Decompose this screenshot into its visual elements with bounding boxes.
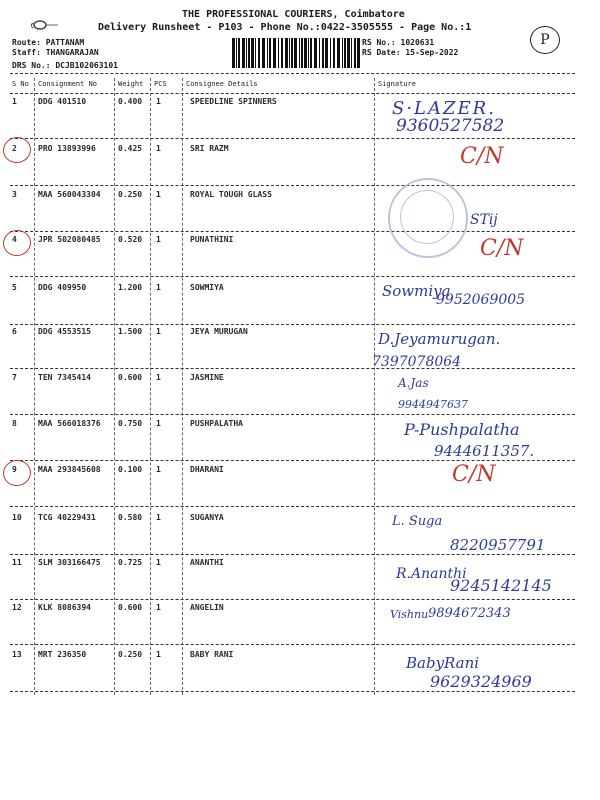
barcode-bar	[310, 38, 312, 68]
route-label: Route: PATTANAM	[12, 38, 85, 47]
cell-weight: 0.400	[118, 97, 143, 106]
sig-5-phone: 9952069005	[436, 292, 526, 308]
cell-pcs: 1	[156, 373, 161, 382]
cell-sno: 6	[12, 327, 17, 336]
cell-consignee: DHARANI	[190, 465, 224, 474]
circled-p-mark	[530, 26, 560, 54]
cell-consignment: DDG 401510	[38, 97, 87, 106]
barcode-bar	[278, 38, 279, 68]
barcode-bar	[242, 38, 245, 68]
cell-consignment: MAA 293845608	[38, 465, 101, 474]
sig-9-cn: C/N	[452, 462, 496, 487]
barcode-bar	[299, 38, 300, 68]
row-divider	[10, 691, 575, 692]
row-divider	[10, 414, 575, 415]
row-divider	[10, 185, 575, 186]
barcode-bar	[308, 38, 309, 68]
cell-sno: 5	[12, 283, 17, 292]
sig-7-phone: 9944947637	[398, 398, 468, 411]
sig-1-phone: 9360527582	[396, 116, 505, 136]
barcode-bar	[344, 38, 346, 68]
cell-consignment: MAA 566018376	[38, 419, 101, 428]
cell-consignment: JPR 502080485	[38, 235, 101, 244]
runsheet-title: Delivery Runsheet - P103 - Phone No.:0422-3505555 - Page No.:1	[98, 22, 472, 33]
sig-5-name: Sowmiya	[382, 282, 451, 300]
rs-number: RS No.: 1020631	[362, 38, 435, 47]
cell-consignee: ANGELIN	[190, 603, 224, 612]
cell-consignee: BABY RANI	[190, 650, 234, 659]
cell-weight: 0.580	[118, 513, 143, 522]
cell-consignment: DDG 4553515	[38, 327, 91, 336]
header-bottom-divider	[10, 93, 575, 94]
cell-consignee: SPEEDLINE SPINNERS	[190, 97, 277, 106]
barcode-bar	[255, 38, 256, 68]
cell-consignment: MRT 236350	[38, 650, 87, 659]
row-divider	[10, 460, 575, 461]
cell-consignee: ROYAL TOUGH GLASS	[190, 190, 272, 199]
sig-8-phone: 9444611357.	[434, 442, 535, 460]
cell-weight: 0.250	[118, 190, 143, 199]
cell-weight: 0.600	[118, 373, 143, 382]
row-divider	[10, 506, 575, 507]
cell-consignee: SUGANYA	[190, 513, 224, 522]
cell-consignment: MAA 560043304	[38, 190, 101, 199]
sig-7-name: A.Jas	[398, 376, 429, 390]
sig-13-phone: 9629324969	[430, 672, 532, 691]
col-weight: Weight	[118, 80, 144, 88]
cell-pcs: 1	[156, 603, 161, 612]
cell-sno: 10	[12, 513, 22, 522]
col-sno: S No	[12, 80, 29, 88]
sig-11-name: R.Ananthi	[396, 566, 467, 582]
barcode-bar	[351, 38, 352, 68]
cell-consignee: JEYA MURUGAN	[190, 327, 248, 336]
cell-pcs: 1	[156, 558, 161, 567]
barcode-bar	[304, 38, 307, 68]
cell-pcs: 1	[156, 513, 161, 522]
cell-weight: 0.100	[118, 465, 143, 474]
cell-sno: 2	[12, 144, 17, 153]
barcode-bar	[251, 38, 254, 68]
barcode-bar	[322, 38, 324, 68]
sig-10-phone: 8220957791	[450, 536, 546, 554]
sig-2-cn: C/N	[460, 144, 504, 169]
barcode-bar	[357, 38, 360, 68]
sig-4-cn: C/N	[480, 236, 524, 261]
sig-11-phone: 9245142145	[450, 576, 552, 595]
cell-consignment: TEN 7345414	[38, 373, 91, 382]
cell-sno: 4	[12, 235, 17, 244]
office-stamp	[388, 178, 468, 258]
cell-weight: 0.520	[118, 235, 143, 244]
barcode-bar	[314, 38, 317, 68]
sig-8-name: P-Pushpalatha	[404, 420, 520, 439]
cell-weight: 0.600	[118, 603, 143, 612]
cell-consignee: JASMINE	[190, 373, 224, 382]
cell-consignment: TCG 40229431	[38, 513, 96, 522]
barcode-bar	[285, 38, 288, 68]
barcode-bar	[236, 38, 237, 68]
row-divider	[10, 368, 575, 369]
barcode-bar	[342, 38, 343, 68]
col-consignee: Consignee Details	[186, 80, 258, 88]
row-divider	[10, 138, 575, 139]
cell-sno: 1	[12, 97, 17, 106]
cell-sno: 9	[12, 465, 17, 474]
sig-10-name: L. Suga	[392, 514, 443, 529]
cell-consignee: ANANTHI	[190, 558, 224, 567]
col-signature: Signature	[378, 80, 416, 88]
table-row	[10, 371, 575, 417]
cell-consignee: SOWMIYA	[190, 283, 224, 292]
sig-13-name: BabyRani	[406, 654, 480, 672]
barcode-bar	[347, 38, 350, 68]
col-consignment: Consignment No	[38, 80, 98, 88]
cell-sno: 7	[12, 373, 17, 382]
row-divider	[10, 231, 575, 232]
row-divider	[10, 554, 575, 555]
company-name: THE PROFESSIONAL COURIERS, Coimbatore	[182, 9, 405, 20]
row-divider	[10, 644, 575, 645]
cell-pcs: 1	[156, 465, 161, 474]
rs-date: RS Date: 15-Sep-2022	[362, 48, 459, 57]
barcode-bar	[325, 38, 328, 68]
barcode-bar	[291, 38, 293, 68]
cell-sno: 8	[12, 419, 17, 428]
header-top-divider	[10, 73, 575, 74]
cell-weight: 0.725	[118, 558, 143, 567]
barcode-bar	[354, 38, 356, 68]
row-divider	[10, 599, 575, 600]
cell-sno: 3	[12, 190, 17, 199]
row-divider	[10, 276, 575, 277]
cell-sno: 11	[12, 558, 22, 567]
sig-4-initials: STij	[470, 212, 498, 228]
cell-sno: 12	[12, 603, 22, 612]
staff-label: Staff: THANGARAJAN	[12, 48, 99, 57]
cell-pcs: 1	[156, 190, 161, 199]
barcode-bar	[273, 38, 276, 68]
barcode-bar	[289, 38, 290, 68]
barcode-bar	[337, 38, 340, 68]
sig-12-name: Vishnu	[390, 608, 429, 621]
drs-number: DRS No.: DCJB102063101	[12, 61, 118, 70]
cell-consignment: SLM 303166475	[38, 558, 101, 567]
col-pcs: PCS	[154, 80, 167, 88]
sig-6-phone: 7397078064	[372, 354, 462, 370]
cell-consignment: DDG 409950	[38, 283, 87, 292]
cell-pcs: 1	[156, 235, 161, 244]
cell-consignment: PRO 13893996	[38, 144, 96, 153]
cell-consignee: PUSHPALATHA	[190, 419, 243, 428]
cell-consignment: KLK 8086394	[38, 603, 91, 612]
cell-consignee: SRI RAZM	[190, 144, 229, 153]
cell-weight: 1.500	[118, 327, 143, 336]
barcode-bar	[301, 38, 303, 68]
sig-6-name: D.Jeyamurugan.	[378, 330, 501, 348]
barcode-bar	[294, 38, 297, 68]
column-headers	[10, 80, 575, 92]
cell-weight: 0.425	[118, 144, 143, 153]
cell-weight: 0.750	[118, 419, 143, 428]
circled-p-letter: P	[540, 32, 550, 48]
sig-1-name: S·LAZER.	[392, 98, 496, 119]
cell-pcs: 1	[156, 283, 161, 292]
barcode-bar	[238, 38, 240, 68]
cell-pcs: 1	[156, 419, 161, 428]
barcode-bar	[330, 38, 331, 68]
barcode	[232, 38, 360, 68]
cell-sno: 13	[12, 650, 22, 659]
barcode-bar	[246, 38, 247, 68]
cell-pcs: 1	[156, 327, 161, 336]
sig-12-phone: 9894672343	[428, 606, 511, 621]
barcode-bar	[248, 38, 250, 68]
cell-weight: 0.250	[118, 650, 143, 659]
cell-pcs: 1	[156, 144, 161, 153]
barcode-bar	[319, 38, 320, 68]
cell-weight: 1.200	[118, 283, 143, 292]
barcode-bar	[333, 38, 335, 68]
barcode-bar	[258, 38, 260, 68]
barcode-bar	[281, 38, 283, 68]
pin-icon	[30, 18, 60, 32]
cell-consignee: PUNATHINI	[190, 235, 234, 244]
cell-pcs: 1	[156, 650, 161, 659]
cell-pcs: 1	[156, 97, 161, 106]
barcode-bar	[269, 38, 271, 68]
barcode-bar	[262, 38, 265, 68]
barcode-bar	[232, 38, 235, 68]
barcode-bar	[267, 38, 268, 68]
